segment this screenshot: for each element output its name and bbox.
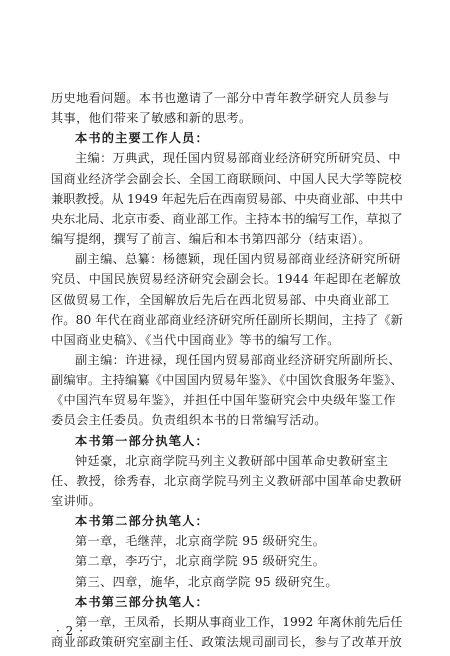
text-line: 副主编：许进禄，现任国内贸易部商业经济研究所副所长、 [75,352,401,367]
text-line: 其事，他们带来了敏感和新的思考。 [51,111,252,126]
text-line: 兼职教授。从 1949 年起先后在西南贸易部、中央商业部、中共中 [51,191,403,206]
text-line: 第一章，毛继萍，北京商学院 95 级研究生。 [75,534,326,549]
text-line: 副主编、总纂：杨德颖，现任国内贸易部商业经济研究所研 [75,252,401,267]
text-line: 钟廷豪，北京商学院马列主义教研部中国革命史教研室主 [75,453,389,468]
text-line: 区做贸易工作，全国解放后先后在西北贸易部、中央商业部工 [51,292,390,307]
page-number: · 2 · [56,624,84,638]
text-line: 第二章，李巧宁，北京商学院 95 级研究生。 [75,554,326,569]
text-line: 副编审。主持编纂《中国国内贸易年鉴》、《中国饮食服务年鉴》、 [51,373,403,388]
text-line: 任、教授，徐秀春，北京商学院马列主义教研部中国革命史教研 [51,473,403,488]
text-line: 究员、中国民族贸易经济研究会副会长。1944 年起即在老解放 [51,272,402,287]
text-line: 《中国汽车贸易年鉴》，并担任中国年鉴研究会中央级年鉴工作 [51,393,396,408]
section-heading: 本书第二部分执笔人： [75,514,209,529]
text-line: 委员会主任委员。负责组织本书的日常编写活动。 [51,413,327,428]
text-line: 编写提纲，撰写了前言、编后和本书第四部分（结束语）。 [51,232,371,247]
text-line: 历史地看问题。本书也邀请了一部分中青年教学研究人员参与 [51,91,390,105]
text-line: 商业部政策研究室副主任、政策法规司副司长，参与了改革开放 [51,635,403,650]
text-line: 央东北局、北京市委、商业部工作。主持本书的编写工作，草拟了 [51,211,403,226]
section-heading: 本书的主要工作人员： [75,131,209,146]
section-heading: 本书第三部分执笔人： [75,594,209,609]
text-line: 第三、四章，施华，北京商学院 95 级研究生。 [75,574,338,589]
text-line: 中国商业史稿》、《当代中国商业》等书的编写工作。 [51,332,340,347]
text-line: 作。80 年代在商业部商业经济研究所任副所长期间，主持了《新 [51,312,403,327]
section-heading: 本书第一部分执笔人： [75,433,209,448]
text-line: 国商业经济学会副会长、全国工商联顾问、中国人民大学等院校 [51,171,403,186]
text-line: 第一章，王凤希，长期从事商业工作，1992 年离休前先后任 [75,614,403,629]
text-line: 主编：万典武，现任国内贸易部商业经济研究所研究员、中 [75,151,401,166]
text-line: 室讲师。 [51,494,102,508]
